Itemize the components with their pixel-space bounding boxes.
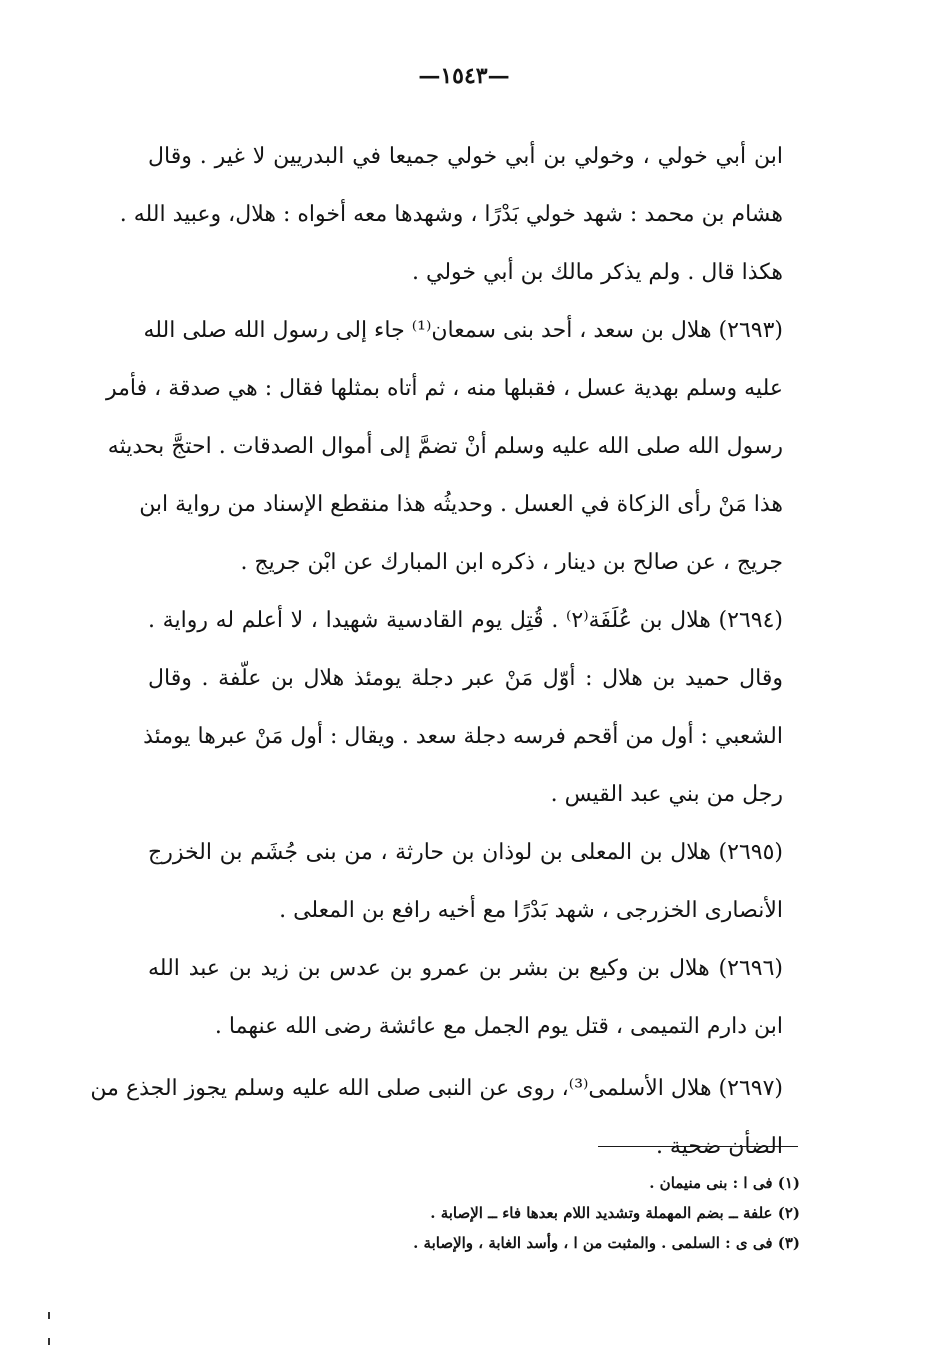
text-line: الشعبي : أول من أقحم فرسه دجلة سعد . ويقال : أول مَنْ عبرها يومئذ	[143, 724, 783, 749]
text-line: رجل من بني عبد القيس .	[550, 782, 783, 807]
text-line: هذا مَنْ رأى الزكاة في العسل . وحديثُه هذا منقطع الإسناد من رواية ابن	[139, 492, 783, 517]
text-line: هشام بن محمد : شهد خولي بَدْرًا ، وشهدها معه أخواه : هلال، وعبيد الله .	[119, 202, 783, 227]
text-line: رسول الله صلى الله عليه وسلم أنْ تضمَّ إلى أموال الصدقات . احتجَّ بحديثه	[107, 434, 783, 459]
margin-mark	[48, 1338, 50, 1345]
body-text	[90, 128, 783, 1176]
text-line: (٢٦٩٤) هلال بن عُلَفَة⁽٢⁾ . قُتِل يوم القادسية شهيدا ، لا أعلم له رواية .	[148, 608, 783, 633]
footnote: (٣) فى ى : السلمى . والمثبت من ا ، وأسد الغابة ، والإصابة .	[413, 1234, 800, 1252]
footnote: (٢) علفة ــ بضم المهملة وتشديد اللام بعدها فاء ــ الإصابة .	[430, 1204, 800, 1222]
text-line: الأنصارى الخزرجى ، شهد بَدْرًا مع أخيه رافع بن المعلى .	[279, 898, 783, 923]
text-line: (٢٦٩٧) هلال الأسلمى⁽³⁾، روى عن النبى صلى الله عليه وسلم يجوز الجذع من	[90, 1076, 783, 1101]
text-line: ابن أبي خولي ، وخولي بن أبي خولي جميعا في البدريين لا غير . وقال	[148, 144, 783, 169]
text-line: جريج ، عن صالح بن دينار ، ذكره ابن المبارك عن ابْن جريج .	[240, 550, 783, 575]
footnotes	[280, 1168, 800, 1258]
footnote-divider	[598, 1146, 798, 1147]
text-line: (٢٦٩٦) هلال بن وكيع بن بشر بن عمرو بن عدس بن زيد بن عبد الله	[148, 956, 783, 981]
text-line: هكذا قال . ولم يذكر مالك بن أبي خولي .	[412, 260, 783, 285]
margin-mark	[48, 1312, 50, 1319]
text-line: (٢٦٩٥) هلال بن المعلى بن لوذان بن حارثة ، من بنى جُشَم بن الخزرج	[148, 840, 783, 865]
page-number: —١٥٤٣—	[418, 63, 510, 89]
text-line: الضأن ضحية .	[655, 1134, 783, 1159]
text-line: (٢٦٩٣) هلال بن سعد ، أحد بنى سمعان⁽¹⁾ جاء إلى رسول الله صلى الله	[143, 318, 783, 343]
text-line: ابن دارم التميمى ، قتل يوم الجمل مع عائشة رضى الله عنهما .	[214, 1014, 783, 1039]
text-line: عليه وسلم بهدية عسل ، فقبلها منه ، ثم أتاه بمثلها فقال : هي صدقة ، فأمر	[106, 376, 783, 401]
text-line: وقال حميد بن هلال : أوّل مَنْ عبر دجلة يومئذ هلال بن علّفة . وقال	[148, 666, 783, 691]
footnote: (١) فى ا : بنى منيمان .	[649, 1174, 800, 1192]
